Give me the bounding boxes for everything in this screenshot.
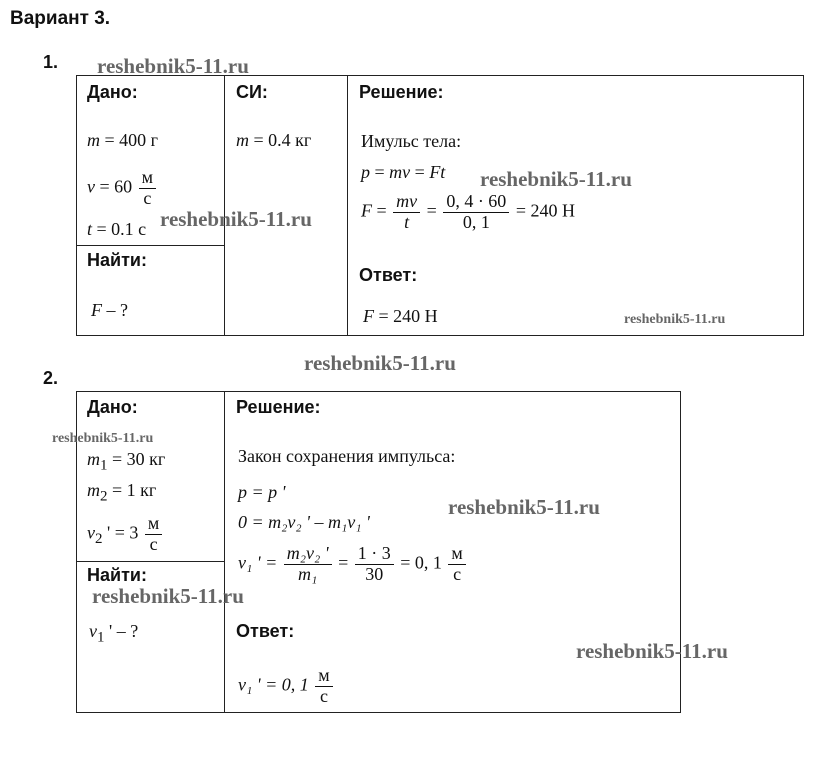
task-2-answer: v₁ ' = 0, 1 $\frac{м}{с}$ xyxy=(238,666,335,707)
task-1-divider-1 xyxy=(224,76,225,335)
watermark: reshebnik5-11.ru xyxy=(448,495,600,519)
task-1-number: 1. xyxy=(43,52,59,72)
task-1-reshenie-label: Решение: xyxy=(359,82,444,102)
watermark: reshebnik5-11.ru xyxy=(52,431,154,446)
watermark: reshebnik5-11.ru xyxy=(624,312,726,327)
task-1-intro: Имульс тела: xyxy=(361,131,462,151)
watermark: reshebnik5-11.ru xyxy=(97,54,249,78)
page-title: Вариант 3. xyxy=(10,8,111,29)
task-1-dano-label: Дано: xyxy=(87,82,138,102)
task-1-given-t: t = 0.1 с xyxy=(87,219,147,239)
task-2-eq2: 0 = m₂v₂ ' – m₁v₁ ' xyxy=(238,512,370,532)
task-1-naiti-label: Найти: xyxy=(87,250,147,270)
watermark: reshebnik5-11.ru xyxy=(576,639,728,663)
task-2-eq1: p = p ' xyxy=(238,482,286,502)
watermark: reshebnik5-11.ru xyxy=(160,207,312,231)
task-2-find: $v_1$ ' – ? xyxy=(89,621,139,646)
task-1-given-v: v = 60 $\frac{м}{с}$ xyxy=(87,168,158,209)
task-1-find: F – ? xyxy=(91,300,128,320)
task-2-table xyxy=(76,391,681,713)
task-1-divider-2 xyxy=(347,76,348,335)
task-2-naiti-label: Найти: xyxy=(87,565,147,585)
task-1-answer: F = 240 Н xyxy=(363,306,438,326)
task-2-given-m1: $m_1 = 30$ кг xyxy=(87,449,166,474)
task-2-divider-h xyxy=(77,561,224,562)
task-1-si-label: СИ: xyxy=(236,82,268,102)
task-1-otvet-label: Ответ: xyxy=(359,265,418,285)
watermark: reshebnik5-11.ru xyxy=(92,584,244,608)
task-1-divider-h xyxy=(77,245,224,246)
task-1-table xyxy=(76,75,804,336)
task-2-number: 2. xyxy=(43,368,59,388)
task-2-otvet-label: Ответ: xyxy=(236,621,295,641)
task-2-given-v2: $v_2$ ' = 3 $\frac{м}{с}$ xyxy=(87,514,164,555)
task-1-eq1: p = mv = Ft xyxy=(361,162,446,182)
task-2-dano-label: Дано: xyxy=(87,397,138,417)
task-2-divider-1 xyxy=(224,392,225,712)
task-1-si-m: m = 0.4 кг xyxy=(236,130,312,150)
task-2-intro: Закон сохранения импульса: xyxy=(238,446,456,466)
watermark: reshebnik5-11.ru xyxy=(304,351,456,375)
task-2-reshenie-label: Решение: xyxy=(236,397,321,417)
task-2-given-m2: $m_2 = 1$ кг xyxy=(87,480,157,505)
task-1-given-m: m = 400 г xyxy=(87,130,159,150)
watermark: reshebnik5-11.ru xyxy=(480,167,632,191)
task-1-eq2: F = $\frac{mv}{t}$ = $\frac{0, 4 \cdot 60}{0, 1}$ = 240 Н xyxy=(361,191,575,232)
task-2-eq3: v₁ ' = $\frac{\text{m₂v₂ '}}{\text{m₁}}$ = $\frac{1 \cdot 3}{30}$ = 0, 1 $\frac{м}{с}$ xyxy=(238,544,468,585)
